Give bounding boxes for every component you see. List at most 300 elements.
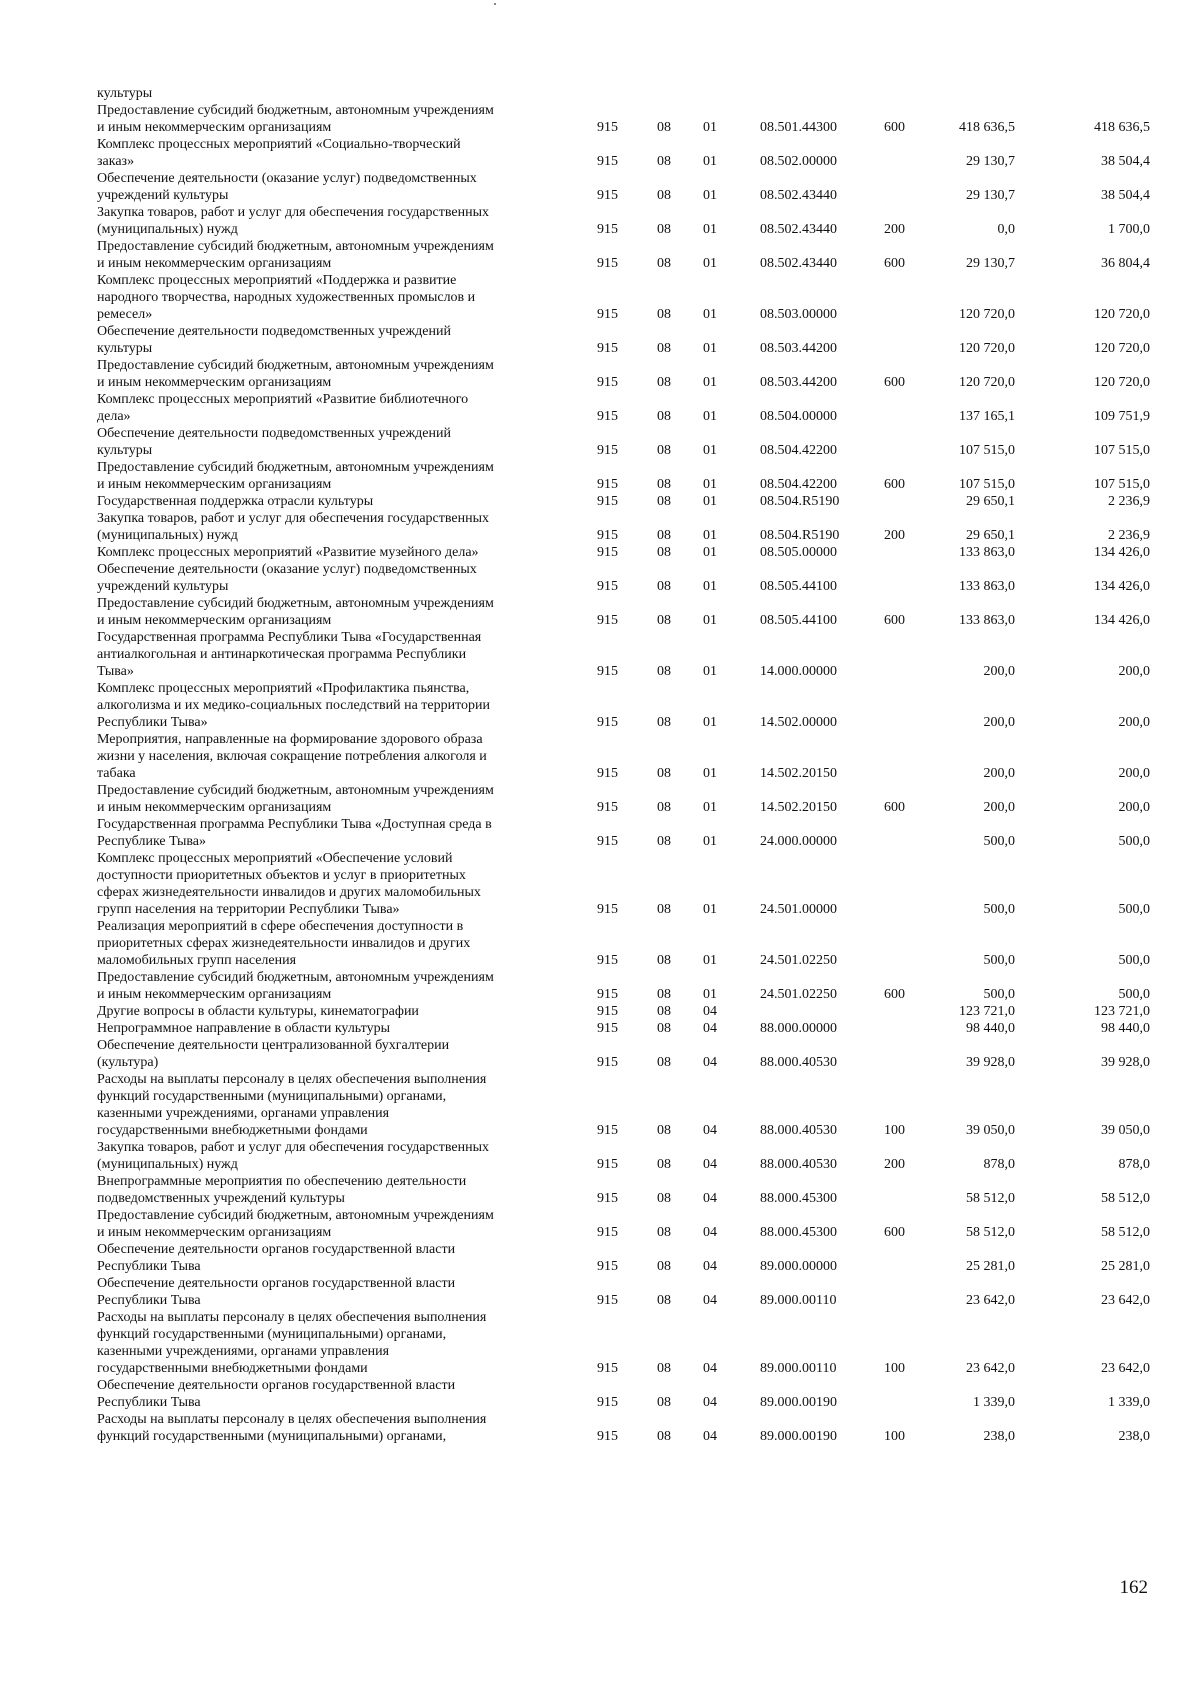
row-description: Предоставление субсидий бюджетным, автономным учреждениям и иным некоммерческим организациям	[97, 970, 494, 1002]
section-code: 08	[657, 902, 671, 917]
subsection-code: 01	[703, 545, 717, 560]
row-description: Государственная программа Республики Тыва «Доступная среда в Республике Тыва»	[97, 817, 492, 849]
section-code: 08	[657, 256, 671, 271]
table-row	[0, 544, 1200, 561]
target-article-code: 24.000.00000	[760, 834, 837, 849]
expense-type-code: 600	[884, 987, 905, 1002]
section-code: 08	[657, 120, 671, 135]
subsection-code: 01	[703, 987, 717, 1002]
section-code: 08	[657, 341, 671, 356]
row-description: Комплекс процессных мероприятий «Поддержка и развитие народного творчества, народных художественных промыслов и ремесел»	[97, 273, 476, 322]
amount-year-1: 500,0	[983, 834, 1015, 849]
amount-year-2: 200,0	[1118, 800, 1150, 815]
amount-year-1: 23 642,0	[966, 1361, 1015, 1376]
table-row	[0, 816, 1200, 850]
section-code: 08	[657, 1395, 671, 1410]
target-article-code: 89.000.00190	[760, 1429, 837, 1444]
amount-year-2: 39 050,0	[1101, 1123, 1150, 1138]
ministry-code: 915	[597, 477, 618, 492]
target-article-code: 24.501.02250	[760, 987, 837, 1002]
amount-year-2: 200,0	[1118, 715, 1150, 730]
target-article-code: 08.503.00000	[760, 307, 837, 322]
row-description: Предоставление субсидий бюджетным, автономным учреждениям и иным некоммерческим организациям	[97, 460, 494, 492]
amount-year-1: 500,0	[983, 987, 1015, 1002]
amount-year-2: 25 281,0	[1101, 1259, 1150, 1274]
expense-type-code: 600	[884, 800, 905, 815]
table-row	[0, 1071, 1200, 1139]
amount-year-2: 120 720,0	[1094, 341, 1150, 356]
row-description: Закупка товаров, работ и услуг для обеспечения государственных (муниципальных) нужд	[97, 1140, 490, 1172]
target-article-code: 08.502.43440	[760, 222, 837, 237]
amount-year-1: 29 130,7	[966, 154, 1015, 169]
amount-year-1: 58 512,0	[966, 1225, 1015, 1240]
ministry-code: 915	[597, 1361, 618, 1376]
row-description: Комплекс процессных мероприятий «Профилактика пьянства, алкоголизма и их медико-социальных последствий на территории Республики Тыва»	[97, 681, 491, 730]
table-row	[0, 969, 1200, 1003]
amount-year-1: 1 339,0	[973, 1395, 1015, 1410]
amount-year-1: 23 642,0	[966, 1293, 1015, 1308]
table-row	[0, 391, 1200, 425]
section-code: 08	[657, 953, 671, 968]
amount-year-2: 134 426,0	[1094, 579, 1150, 594]
ministry-code: 915	[597, 902, 618, 917]
section-code: 08	[657, 579, 671, 594]
target-article-code: 08.504.00000	[760, 409, 837, 424]
table-row	[0, 680, 1200, 731]
ministry-code: 915	[597, 154, 618, 169]
subsection-code: 04	[703, 1293, 717, 1308]
ministry-code: 915	[597, 1225, 618, 1240]
subsection-code: 04	[703, 1259, 717, 1274]
section-code: 08	[657, 1157, 671, 1172]
amount-year-1: 29 130,7	[966, 256, 1015, 271]
ministry-code: 915	[597, 222, 618, 237]
subsection-code: 01	[703, 341, 717, 356]
amount-year-1: 123 721,0	[959, 1004, 1015, 1019]
target-article-code: 89.000.00190	[760, 1395, 837, 1410]
target-article-code: 08.501.44300	[760, 120, 837, 135]
row-description: Мероприятия, направленные на формирование здорового образа жизни у населения, включая сокращение потребления алкоголя и табака	[97, 732, 487, 781]
table-row	[0, 629, 1200, 680]
amount-year-2: 23 642,0	[1101, 1293, 1150, 1308]
subsection-code: 04	[703, 1429, 717, 1444]
ministry-code: 915	[597, 1259, 618, 1274]
section-code: 08	[657, 987, 671, 1002]
table-row	[0, 357, 1200, 391]
amount-year-2: 878,0	[1118, 1157, 1150, 1172]
row-description: Обеспечение деятельности подведомственных учреждений культуры	[97, 324, 451, 356]
amount-year-1: 133 863,0	[959, 545, 1015, 560]
section-code: 08	[657, 1021, 671, 1036]
amount-year-2: 1 339,0	[1108, 1395, 1150, 1410]
row-description: Расходы на выплаты персоналу в целях обеспечения выполнения функций государственными (муниципальными) органами, казенными учреждениями, органами управления государственными внебюджетными фондами	[97, 1072, 487, 1138]
amount-year-1: 120 720,0	[959, 375, 1015, 390]
row-description: Предоставление субсидий бюджетным, автономным учреждениям и иным некоммерческим организациям	[97, 239, 494, 271]
target-article-code: 08.502.43440	[760, 188, 837, 203]
ministry-code: 915	[597, 1004, 618, 1019]
target-article-code: 24.501.02250	[760, 953, 837, 968]
row-description: Комплекс процессных мероприятий «Социально-творческий заказ»	[97, 137, 461, 169]
target-article-code: 24.501.00000	[760, 902, 837, 917]
amount-year-1: 200,0	[983, 766, 1015, 781]
table-row	[0, 561, 1200, 595]
target-article-code: 89.000.00110	[760, 1361, 837, 1376]
subsection-code: 04	[703, 1004, 717, 1019]
row-description: Обеспечение деятельности органов государственной власти Республики Тыва	[97, 1276, 456, 1308]
target-article-code: 08.503.44200	[760, 341, 837, 356]
section-code: 08	[657, 494, 671, 509]
subsection-code: 01	[703, 256, 717, 271]
target-article-code: 08.502.00000	[760, 154, 837, 169]
section-code: 08	[657, 1293, 671, 1308]
amount-year-1: 500,0	[983, 953, 1015, 968]
ministry-code: 915	[597, 613, 618, 628]
row-description: Обеспечение деятельности централизованной бухгалтерии (культура)	[97, 1038, 450, 1070]
row-description: Предоставление субсидий бюджетным, автономным учреждениям и иным некоммерческим организациям	[97, 596, 494, 628]
ministry-code: 915	[597, 1021, 618, 1036]
subsection-code: 01	[703, 800, 717, 815]
ministry-code: 915	[597, 443, 618, 458]
section-code: 08	[657, 545, 671, 560]
ministry-code: 915	[597, 545, 618, 560]
amount-year-1: 120 720,0	[959, 341, 1015, 356]
target-article-code: 89.000.00000	[760, 1259, 837, 1274]
table-row	[0, 238, 1200, 272]
target-article-code: 89.000.00110	[760, 1293, 837, 1308]
section-code: 08	[657, 766, 671, 781]
section-code: 08	[657, 188, 671, 203]
ministry-code: 915	[597, 834, 618, 849]
amount-year-1: 29 130,7	[966, 188, 1015, 203]
row-description: Непрограммное направление в области культуры	[97, 1021, 390, 1036]
amount-year-2: 500,0	[1118, 987, 1150, 1002]
target-article-code: 14.502.00000	[760, 715, 837, 730]
row-description: Комплекс процессных мероприятий «Развитие библиотечного дела»	[97, 392, 469, 424]
ministry-code: 915	[597, 715, 618, 730]
amount-year-2: 38 504,4	[1101, 188, 1150, 203]
subsection-code: 01	[703, 222, 717, 237]
ministry-code: 915	[597, 375, 618, 390]
target-article-code: 08.503.44200	[760, 375, 837, 390]
amount-year-2: 238,0	[1118, 1429, 1150, 1444]
ministry-code: 915	[597, 256, 618, 271]
row-description: Государственная поддержка отрасли культуры	[97, 494, 374, 509]
section-code: 08	[657, 613, 671, 628]
row-description: Государственная программа Республики Тыва «Государственная антиалкогольная и антинаркотическая программа Республики Тыва»	[97, 630, 482, 679]
row-description: Предоставление субсидий бюджетным, автономным учреждениям и иным некоммерческим организациям	[97, 1208, 494, 1240]
subsection-code: 01	[703, 120, 717, 135]
amount-year-2: 2 236,9	[1108, 528, 1150, 543]
amount-year-2: 200,0	[1118, 766, 1150, 781]
subsection-code: 04	[703, 1395, 717, 1410]
table-row	[0, 1037, 1200, 1071]
expense-type-code: 100	[884, 1429, 905, 1444]
table-row	[0, 510, 1200, 544]
amount-year-1: 200,0	[983, 715, 1015, 730]
section-code: 08	[657, 1055, 671, 1070]
amount-year-1: 137 165,1	[959, 409, 1015, 424]
ministry-code: 915	[597, 1055, 618, 1070]
amount-year-1: 107 515,0	[959, 477, 1015, 492]
target-article-code: 08.504.42200	[760, 443, 837, 458]
subsection-code: 01	[703, 834, 717, 849]
amount-year-1: 133 863,0	[959, 613, 1015, 628]
row-description: Обеспечение деятельности органов государственной власти Республики Тыва	[97, 1378, 456, 1410]
table-row	[0, 1020, 1200, 1037]
amount-year-1: 238,0	[983, 1429, 1015, 1444]
row-description: Обеспечение деятельности подведомственных учреждений культуры	[97, 426, 451, 458]
target-article-code: 08.504.42200	[760, 477, 837, 492]
page-number: 162	[1119, 1577, 1148, 1598]
table-row	[0, 731, 1200, 782]
target-article-code: 08.505.44100	[760, 579, 837, 594]
amount-year-2: 500,0	[1118, 834, 1150, 849]
subsection-code: 01	[703, 443, 717, 458]
subsection-code: 04	[703, 1055, 717, 1070]
expense-type-code: 600	[884, 120, 905, 135]
row-description: Другие вопросы в области культуры, кинематографии	[97, 1004, 419, 1019]
target-article-code: 08.504.R5190	[760, 528, 840, 543]
table-row	[0, 1411, 1200, 1445]
table-row	[0, 1207, 1200, 1241]
ministry-code: 915	[597, 494, 618, 509]
amount-year-2: 107 515,0	[1094, 477, 1150, 492]
section-code: 08	[657, 1259, 671, 1274]
subsection-code: 04	[703, 1191, 717, 1206]
amount-year-2: 418 636,5	[1094, 120, 1150, 135]
amount-year-2: 58 512,0	[1101, 1225, 1150, 1240]
target-article-code: 88.000.45300	[760, 1191, 837, 1206]
table-row	[0, 850, 1200, 918]
table-row	[0, 1003, 1200, 1020]
target-article-code: 88.000.40530	[760, 1157, 837, 1172]
target-article-code: 88.000.45300	[760, 1225, 837, 1240]
amount-year-1: 0,0	[997, 222, 1015, 237]
section-code: 08	[657, 1004, 671, 1019]
expense-type-code: 600	[884, 1225, 905, 1240]
table-row	[0, 1139, 1200, 1173]
section-code: 08	[657, 715, 671, 730]
ministry-code: 915	[597, 800, 618, 815]
section-code: 08	[657, 307, 671, 322]
expense-type-code: 600	[884, 375, 905, 390]
expense-type-code: 100	[884, 1361, 905, 1376]
subsection-code: 01	[703, 664, 717, 679]
target-article-code: 88.000.40530	[760, 1123, 837, 1138]
amount-year-2: 120 720,0	[1094, 375, 1150, 390]
section-code: 08	[657, 409, 671, 424]
table-row	[0, 1241, 1200, 1275]
section-code: 08	[657, 222, 671, 237]
amount-year-2: 109 751,9	[1094, 409, 1150, 424]
subsection-code: 01	[703, 477, 717, 492]
ministry-code: 915	[597, 1157, 618, 1172]
target-article-code: 14.000.00000	[760, 664, 837, 679]
ministry-code: 915	[597, 120, 618, 135]
table-row	[0, 204, 1200, 238]
expense-type-code: 100	[884, 1123, 905, 1138]
subsection-code: 01	[703, 409, 717, 424]
target-article-code: 08.505.44100	[760, 613, 837, 628]
row-description: Предоставление субсидий бюджетным, автономным учреждениям и иным некоммерческим организациям	[97, 783, 494, 815]
section-code: 08	[657, 834, 671, 849]
amount-year-1: 39 928,0	[966, 1055, 1015, 1070]
table-row	[0, 918, 1200, 969]
table-row	[0, 272, 1200, 323]
section-code: 08	[657, 664, 671, 679]
section-code: 08	[657, 1225, 671, 1240]
amount-year-2: 38 504,4	[1101, 154, 1150, 169]
amount-year-2: 134 426,0	[1094, 613, 1150, 628]
subsection-code: 01	[703, 188, 717, 203]
ministry-code: 915	[597, 1191, 618, 1206]
expense-type-code: 600	[884, 256, 905, 271]
amount-year-2: 58 512,0	[1101, 1191, 1150, 1206]
row-description: Обеспечение деятельности органов государственной власти Республики Тыва	[97, 1242, 456, 1274]
amount-year-1: 39 050,0	[966, 1123, 1015, 1138]
subsection-code: 01	[703, 715, 717, 730]
ministry-code: 915	[597, 1395, 618, 1410]
table-row	[0, 136, 1200, 170]
row-description: Комплекс процессных мероприятий «Обеспечение условий доступности приоритетных объектов и услуг в приоритетных сферах жизнедеятельности инвалидов и других маломобильных групп населения на территории Республики Тыва»	[97, 851, 481, 917]
ministry-code: 915	[597, 1429, 618, 1444]
row-description: культуры	[97, 86, 153, 101]
ministry-code: 915	[597, 409, 618, 424]
amount-year-1: 120 720,0	[959, 307, 1015, 322]
target-article-code: 08.505.00000	[760, 545, 837, 560]
amount-year-2: 134 426,0	[1094, 545, 1150, 560]
amount-year-1: 500,0	[983, 902, 1015, 917]
amount-year-2: 39 928,0	[1101, 1055, 1150, 1070]
ministry-code: 915	[597, 1293, 618, 1308]
section-code: 08	[657, 1429, 671, 1444]
row-description: Предоставление субсидий бюджетным, автономным учреждениям и иным некоммерческим организациям	[97, 358, 494, 390]
expense-type-code: 200	[884, 528, 905, 543]
amount-year-1: 133 863,0	[959, 579, 1015, 594]
amount-year-1: 200,0	[983, 800, 1015, 815]
row-description: Обеспечение деятельности (оказание услуг) подведомственных учреждений культуры	[97, 171, 477, 203]
expense-type-code: 200	[884, 1157, 905, 1172]
amount-year-2: 500,0	[1118, 902, 1150, 917]
expense-type-code: 600	[884, 613, 905, 628]
section-code: 08	[657, 1191, 671, 1206]
target-article-code: 14.502.20150	[760, 800, 837, 815]
subsection-code: 01	[703, 307, 717, 322]
expense-type-code: 600	[884, 477, 905, 492]
row-description: Предоставление субсидий бюджетным, автономным учреждениям и иным некоммерческим организациям	[97, 103, 494, 135]
target-article-code: 08.502.43440	[760, 256, 837, 271]
table-row	[0, 1377, 1200, 1411]
subsection-code: 01	[703, 766, 717, 781]
amount-year-1: 878,0	[983, 1157, 1015, 1172]
ministry-code: 915	[597, 341, 618, 356]
amount-year-2: 2 236,9	[1108, 494, 1150, 509]
subsection-code: 04	[703, 1021, 717, 1036]
subsection-code: 01	[703, 902, 717, 917]
amount-year-1: 29 650,1	[966, 528, 1015, 543]
section-code: 08	[657, 800, 671, 815]
section-code: 08	[657, 154, 671, 169]
ministry-code: 915	[597, 664, 618, 679]
amount-year-2: 36 804,4	[1101, 256, 1150, 271]
subsection-code: 01	[703, 154, 717, 169]
row-description: Обеспечение деятельности (оказание услуг) подведомственных учреждений культуры	[97, 562, 477, 594]
table-row	[0, 102, 1200, 136]
amount-year-1: 29 650,1	[966, 494, 1015, 509]
subsection-code: 04	[703, 1225, 717, 1240]
amount-year-1: 200,0	[983, 664, 1015, 679]
ministry-code: 915	[597, 987, 618, 1002]
scan-speck	[494, 3, 496, 5]
subsection-code: 01	[703, 494, 717, 509]
amount-year-2: 98 440,0	[1101, 1021, 1150, 1036]
ministry-code: 915	[597, 1123, 618, 1138]
table-row	[0, 1173, 1200, 1207]
section-code: 08	[657, 1361, 671, 1376]
section-code: 08	[657, 477, 671, 492]
section-code: 08	[657, 443, 671, 458]
section-code: 08	[657, 1123, 671, 1138]
subsection-code: 04	[703, 1123, 717, 1138]
row-description: Расходы на выплаты персоналу в целях обеспечения выполнения функций государственными (муниципальными) органами, казенными учреждениями, органами управления государственными внебюджетными фондами	[97, 1310, 487, 1376]
row-description: Внепрограммные мероприятия по обеспечению деятельности подведомственных учреждений культуры	[97, 1174, 467, 1206]
amount-year-2: 107 515,0	[1094, 443, 1150, 458]
target-article-code: 88.000.40530	[760, 1055, 837, 1070]
subsection-code: 01	[703, 953, 717, 968]
table-row	[0, 1309, 1200, 1377]
subsection-code: 01	[703, 375, 717, 390]
amount-year-2: 120 720,0	[1094, 307, 1150, 322]
ministry-code: 915	[597, 307, 618, 322]
section-code: 08	[657, 528, 671, 543]
amount-year-1: 58 512,0	[966, 1191, 1015, 1206]
ministry-code: 915	[597, 579, 618, 594]
amount-year-2: 1 700,0	[1108, 222, 1150, 237]
target-article-code: 14.502.20150	[760, 766, 837, 781]
amount-year-2: 23 642,0	[1101, 1361, 1150, 1376]
section-code: 08	[657, 375, 671, 390]
table-row	[0, 425, 1200, 459]
table-row	[0, 595, 1200, 629]
target-article-code: 88.000.00000	[760, 1021, 837, 1036]
subsection-code: 01	[703, 613, 717, 628]
subsection-code: 04	[703, 1157, 717, 1172]
table-row	[0, 85, 1200, 102]
ministry-code: 915	[597, 188, 618, 203]
row-description: Комплекс процессных мероприятий «Развитие музейного дела»	[97, 545, 479, 560]
table-row	[0, 170, 1200, 204]
amount-year-2: 500,0	[1118, 953, 1150, 968]
table-row	[0, 493, 1200, 510]
target-article-code: 08.504.R5190	[760, 494, 840, 509]
row-description: Закупка товаров, работ и услуг для обеспечения государственных (муниципальных) нужд	[97, 511, 490, 543]
ministry-code: 915	[597, 953, 618, 968]
table-row	[0, 1275, 1200, 1309]
expense-type-code: 200	[884, 222, 905, 237]
ministry-code: 915	[597, 528, 618, 543]
amount-year-1: 25 281,0	[966, 1259, 1015, 1274]
table-row	[0, 782, 1200, 816]
subsection-code: 01	[703, 579, 717, 594]
table-row	[0, 459, 1200, 493]
amount-year-1: 98 440,0	[966, 1021, 1015, 1036]
amount-year-2: 200,0	[1118, 664, 1150, 679]
subsection-code: 01	[703, 528, 717, 543]
ministry-code: 915	[597, 766, 618, 781]
amount-year-1: 107 515,0	[959, 443, 1015, 458]
row-description: Расходы на выплаты персоналу в целях обеспечения выполнения функций государственными (муниципальными) органами,	[97, 1412, 487, 1444]
row-description: Реализация мероприятий в сфере обеспечения доступности в приоритетных сферах жизнедеятельности инвалидов и других маломобильных групп населения	[97, 919, 471, 968]
